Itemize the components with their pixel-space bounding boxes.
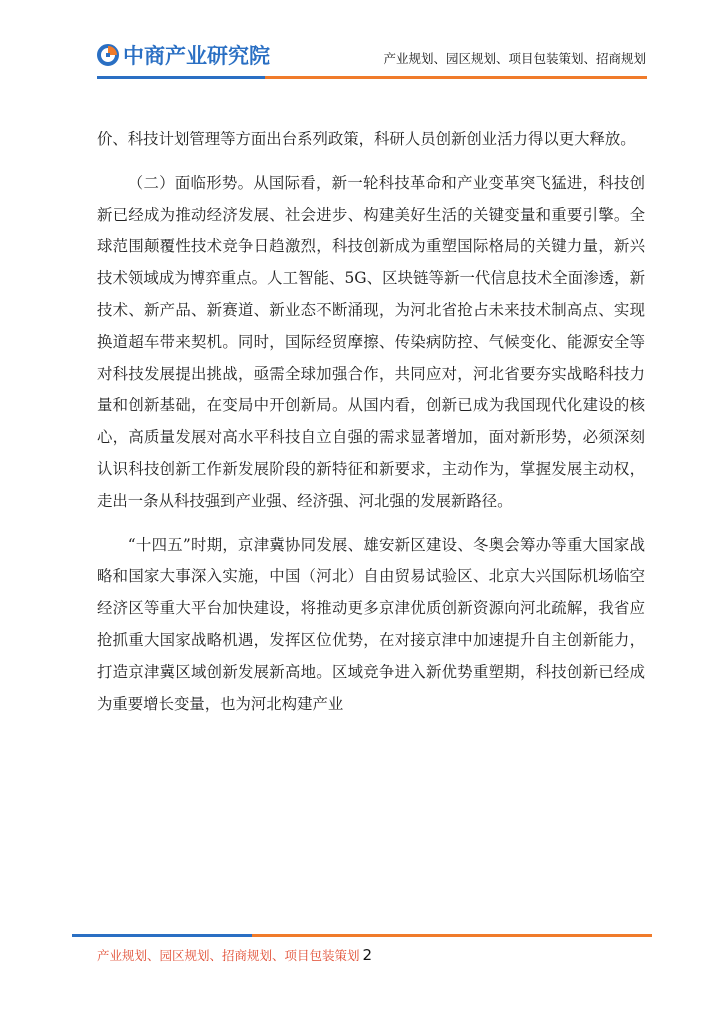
logo-text: 中商产业研究院 — [123, 44, 270, 68]
footer-rule-orange — [252, 934, 652, 937]
document-body — [97, 124, 645, 732]
header-tagline: 产业规划、园区规划、项目包装策划、招商规划 — [383, 51, 646, 66]
header-rule-blue — [97, 76, 265, 79]
footer-tagline: 产业规划、园区规划、招商规划、项目包装策划 — [97, 948, 360, 963]
footer-rule-blue — [72, 934, 252, 937]
header-rule-orange — [265, 76, 647, 79]
logo-mark-icon — [97, 44, 119, 66]
paragraph-continuation: 价、科技计划管理等方面出台系列政策，科研人员创新创业活力得以更大释放。 — [97, 130, 636, 148]
page-number: 2 — [362, 946, 373, 964]
paragraph-fourteenth-five-year: “十四五”时期，京津冀协同发展、雄安新区建设、冬奥会筹办等重大国家战略和国家大事深入实施，中国（河北）自由贸易试验区、北京大兴国际机场临空经济区等重大平台加快建设，将推动更多京津优质创新资源向河北疏解，我省应抢抓重大国家战略机遇，发挥区位优势，在对接京津中加速提升自主创新能力，打造京津冀区域创新发展新高地。区域竞争进入新优势重塑期，科技创新已经成为重要增长变量，也为河北构建产业 — [97, 535, 645, 713]
page-footer — [97, 946, 372, 964]
company-logo — [97, 40, 270, 70]
page-header — [0, 0, 724, 90]
paragraph-situation: （二）面临形势。从国际看，新一轮科技革命和产业变革突飞猛进，科技创新已经成为推动经济发展、社会进步、构建美好生活的关键变量和重要引擎。全球范围颠覆性技术竞争日趋激烈，科技创新成为重塑国际格局的关键力量，新兴技术领域成为博弈重点。人工智能、5G、区块链等新一代信息技术全面渗透，新技术、新产品、新赛道、新业态不断涌现，为河北省抢占未来技术制高点、实现换道超车带来契机。同时，国际经贸摩擦、传染病防控、气候变化、能源安全等对科技发展提出挑战，亟需全球加强合作，共同应对，河北省要夯实战略科技力量和创新基础，在变局中开创新局。从国内看，创新已成为我国现代化建设的核心，高质量发展对高水平科技自立自强的需求显著增加，面对新形势，必须深刻认识科技创新工作新发展阶段的新特征和新要求，主动作为，掌握发展主动权，走出一条从科技强到产业强、经济强、河北强的发展新路径。 — [97, 173, 645, 510]
